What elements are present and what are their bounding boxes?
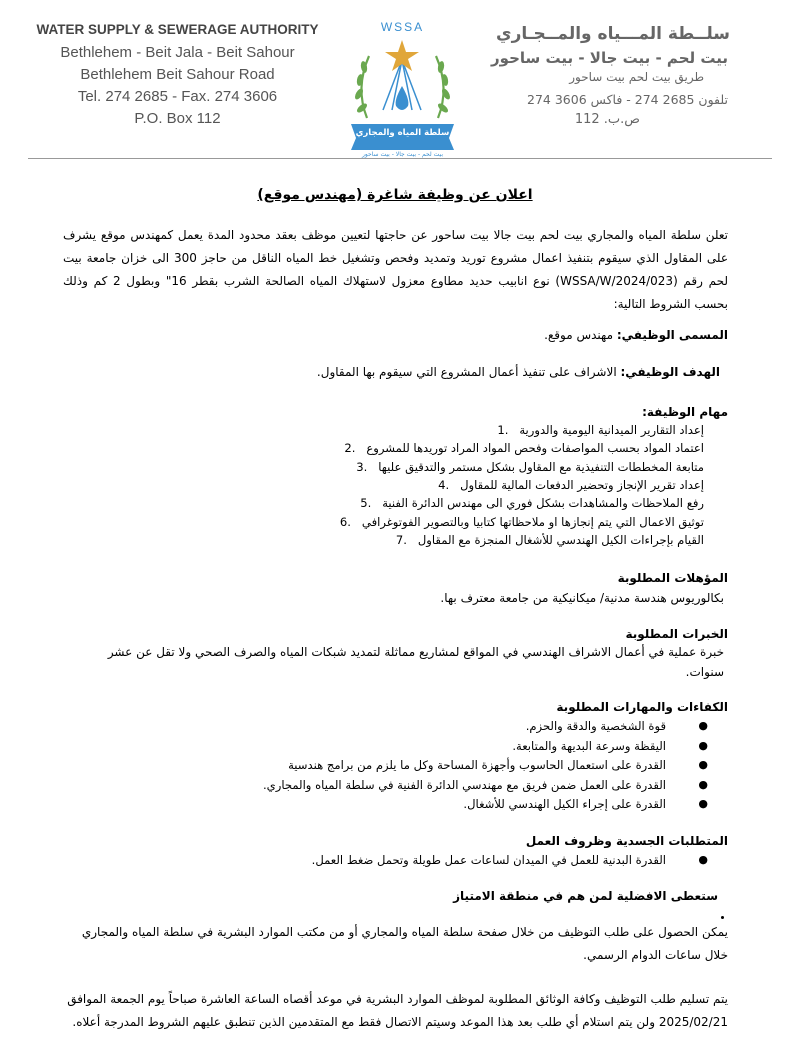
experience-line2: سنوات. [685,665,724,679]
task-item [396,532,704,548]
bullet-icon: ● [698,777,708,791]
job-title-value: مهندس موقع. [544,328,617,342]
task-number: 1. [497,423,509,437]
logo-ribbon-text: سلطة المياه والمجاري [355,128,450,138]
application-line1: يمكن الحصول على طلب التوظيف من خلال صفحة سلطة المياه والمجاري أو من مكتب الموارد البشرية في سلطة المياه والمجاري [81,925,728,939]
bullet-icon: ● [698,797,708,811]
skills-heading: الكفاءات والمهارات المطلوبة [556,700,728,714]
skill-item: قوة الشخصية والدقة والحزم. [525,719,666,733]
task-text: القيام بإجراءات الكيل الهندسي للأشغال المنجزة مع المقاول [417,532,704,547]
job-goal-value: الاشراف على تنفيذ أعمال المشروع التي سيقوم بها المقاول. [316,365,621,379]
phone-en: Tel. 274 2685 - Fax. 274 3606 [77,88,278,105]
preference-note: ستعطى الافضلية لمن هم في منطقة الامتياز [453,889,718,903]
skill-item: القدرة على العمل ضمن فريق مع مهندسي الدائرة الفنية في سلطة المياه والمجاري. [262,777,666,792]
logo-graphic [345,18,460,160]
announcement-title-wrap [0,184,790,203]
intro-paragraph: تعلن سلطة المياه والمجاري بيت لحم بيت جالا بيت ساحور عن حاجتها لتعيين موظف بعقد محدود المدة يعمل كمهندس موقع يشرف على المقاول الذي سيقوم بتنفيذ اعمال مشروع توريد وتمديد وفحص وتشغيل خط المياه الناقل من حاجز 300 الى خزان جامعة بيت لحم رقم (WSSA/W/2024/023) نوع انابيب حديد مطاوع معزول لاستهلاك المياه الصالحة الشرب بقطر 16" وبطول 2 كم وذلك بحسب الشروط التالية: [63,228,728,311]
org-name-en: WATER SUPPLY & SEWERAGE AUTHORITY [36,22,319,37]
po-box-en: P.O. Box 112 [134,110,221,127]
job-goal-line [317,364,720,380]
job-goal-label: الهدف الوظيفي: [620,365,720,379]
header-divider [28,158,772,159]
application-line2: خلال ساعات الدوام الرسمي. [583,948,728,962]
tasks-heading: مهام الوظيفة: [642,405,728,419]
task-number: 4. [438,477,450,492]
task-text: إعداد التقارير الميدانية اليومية والدورية [519,423,704,437]
task-item [497,422,704,438]
cities-en: Bethlehem - Beit Jala - Beit Sahour [60,44,295,61]
po-box-ar: ص.ب. 112 [574,112,640,127]
task-number: 3. [356,459,368,474]
task-item [356,459,704,475]
task-text: رفع الملاحظات والمشاهدات بشكل فوري الى مهندس الدائرة الفنية [382,496,704,511]
qualifications-heading: المؤهلات المطلوبة [617,571,728,585]
task-item [438,477,704,493]
skill-item: القدرة على استعمال الحاسوب وأجهزة المساحة وكل ما يلزم من برامج هندسية [288,758,666,773]
task-number: 7. [395,532,407,547]
stray-dot [721,916,724,919]
task-number: 2. [344,441,356,456]
phone-ar: تلفون 2685 274 - فاكس 3606 274 [527,92,728,107]
address-en: Bethlehem Beit Sahour Road [80,66,275,83]
experience-line1: خبرة عملية في أعمال الاشراف الهندسي في المواقع لمشاريع مماثلة لتمديد شبكات المياه والصرف الصحي ولا تقل عن عشر [107,645,724,659]
physical-item: القدرة البدنية للعمل في الميدان لساعات عمل طويلة وتحمل ضغط العمل. [311,853,666,867]
task-text: توثيق الاعمال التي يتم إنجازها او ملاحظاتها كتابيا وبالتصوير الفوتوغرافي [361,514,704,529]
qualifications-text: بكالوريوس هندسة مدنية/ ميكانيكية من جامعة معترف بها. [440,591,724,605]
logo-acronym: WSSA [380,20,425,34]
bullet-icon: ● [698,758,708,772]
wssa-logo [345,18,460,160]
task-item [360,495,704,511]
bullet-icon: ● [698,738,708,752]
task-text: متابعة المخططات التنفيذية مع المقاول بشكل مستمر والتدقيق عليها [378,459,704,474]
task-item [344,440,704,456]
job-title-line [544,327,728,343]
task-item [340,514,704,530]
logo-subtext: بيت لحم - بيت جالا - بيت ساحور [361,151,443,158]
physical-heading: المتطلبات الجسدية وظروف العمل [525,834,728,848]
job-title-label: المسمى الوظيفي: [616,328,728,342]
skill-item: القدرة على إجراء الكيل الهندسي للأشغال. [463,797,666,812]
task-text: اعتماد المواد بحسب المواصفات وفحص المواد المراد توريدها للمشروع [366,441,704,456]
experience-heading: الخبرات المطلوبة [625,627,728,641]
announcement-title: اعلان عن وظيفة شاغرة (مهندس موقع) [257,187,533,203]
bullet-icon: ● [698,719,708,732]
task-number: 6. [339,514,351,529]
bullet-icon: ● [698,853,708,866]
cities-ar: بيت لحم - بيت جالا - بيت ساحور [491,49,728,67]
task-text: إعداد تقرير الإنجاز وتحضير الدفعات المالية للمقاول [460,477,704,492]
skill-item: اليقظة وسرعة البديهة والمتابعة. [512,738,666,753]
submission-line2: 2025/02/21 ولن يتم استلام أي طلب بعد هذا الموعد وسيتم الاتصال فقط مع المتقدمين الذين تنطبق عليهم الشروط المدرجة أعلاه. [72,1015,728,1029]
submission-line1: يتم تسليم طلب التوظيف وكافة الوثائق المطلوبة لموظف الموارد البشرية في موعد أقصاه الساعة العاشرة صباحاً يوم الجمعة الموافق [67,992,728,1006]
address-ar: طريق بيت لحم بيت ساحور [569,70,704,84]
org-name-ar: سلــطة المـــياه والمــجـاري [496,24,730,44]
task-number: 5. [360,496,372,511]
